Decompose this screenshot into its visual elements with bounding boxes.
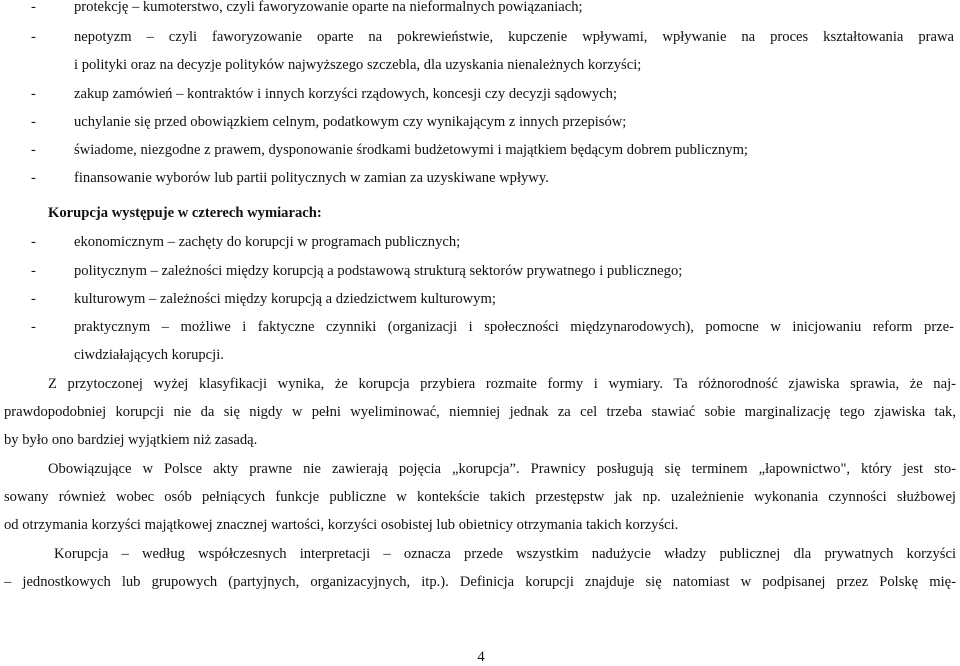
- list-item-text: ciwdziałających korupcji.: [74, 347, 224, 363]
- list-item-text: politycznym – zależności między korupcją a podstawową strukturą sektorów prywatnego i publicznego;: [74, 263, 683, 279]
- list-item: [0, 141, 960, 159]
- list-item: [0, 113, 960, 131]
- list-dash: -: [31, 142, 36, 158]
- list-dash: -: [31, 319, 36, 335]
- list-item-continuation: [0, 346, 960, 364]
- paragraph-line: Korupcja – według współczesnych interpretacji – oznacza przede wszystkim nadużycie władzy publicznej dla prywatnych korzyści: [54, 546, 956, 562]
- list-item-text: protekcję – kumoterstwo, czyli faworyzowanie oparte na nieformalnych powiązaniach;: [74, 0, 583, 15]
- list-dash: -: [31, 114, 36, 130]
- list-item-text: finansowanie wyborów lub partii politycznych w zamian za uzyskiwane wpływy.: [74, 170, 549, 186]
- paragraph-line: od otrzymania korzyści majątkowej znacznej wartości, korzyści osobistej lub obietnicy otrzymania takich korzyści.: [4, 517, 679, 533]
- list-item-text: zakup zamówień – kontraktów i innych korzyści rządowych, koncesji czy decyzji sądowych;: [74, 86, 618, 102]
- paragraph-line: Obowiązujące w Polsce akty prawne nie zawierają pojęcia „korupcja”. Prawnicy posługują się terminem „łapownictwo", który jest sto-: [48, 461, 956, 477]
- list-item-continuation: [0, 56, 960, 74]
- section-heading: Korupcja występuje w czterech wymiarach:: [48, 205, 322, 221]
- list-item-text: kulturowym – zależności między korupcją a dziedzictwem kulturowym;: [74, 291, 496, 307]
- list-dash: -: [31, 263, 36, 279]
- list-item-text: uchylanie się przed obowiązkiem celnym, podatkowym czy wynikającym z innych przepisów;: [74, 114, 627, 130]
- list-dash: -: [31, 234, 36, 250]
- list-item-text: nepotyzm – czyli faworyzowanie oparte na pokrewieństwie, kupczenie wpływami, wpływanie na proces kształtowania prawa: [74, 29, 954, 45]
- list-item: [0, 262, 960, 280]
- list-item: [0, 318, 960, 336]
- list-item: [0, 28, 960, 46]
- list-dash: -: [31, 86, 36, 102]
- list-dash: -: [31, 0, 36, 15]
- paragraph-line: sowany również wobec osób pełniących funkcje publiczne w kontekście takich przestępstw jak np. uzależnienie wykonania czynności służbowej: [4, 489, 956, 505]
- paragraph-line: Z przytoczonej wyżej klasyfikacji wynika, że korupcja przybiera rozmaite formy i wymiary. Ta różnorodność zjawiska sprawia, że naj-: [48, 376, 956, 392]
- paragraph-line: by było ono bardziej wyjątkiem niż zasadą.: [4, 432, 258, 448]
- list-dash: -: [31, 170, 36, 186]
- list-item-text: praktycznym – możliwe i faktyczne czynniki (organizacji i społeczności międzynarodowych), pomocne w inicjowaniu reform prze-: [74, 319, 954, 335]
- page-number: 4: [477, 649, 485, 665]
- list-item-text: ekonomicznym – zachęty do korupcji w programach publicznych;: [74, 234, 461, 250]
- list-item: [0, 85, 960, 103]
- paragraph-line: prawdopodobniej korupcji nie da się nigdy w pełni wyeliminować, niemniej jednak za cel trzeba stawiać sobie marginalizację tego zjawiska tak,: [4, 404, 956, 420]
- list-item: [0, 169, 960, 187]
- list-dash: -: [31, 291, 36, 307]
- list-item: [0, 290, 960, 308]
- paragraph-line: – jednostkowych lub grupowych (partyjnych, organizacyjnych, itp.). Definicja korupcji znajduje się natomiast w podpisanej przez Polskę mię-: [4, 574, 956, 590]
- list-item: [0, 0, 960, 16]
- list-dash: -: [31, 29, 36, 45]
- list-item-text: i polityki oraz na decyzje polityków najwyższego szczebla, dla uzyskania nienależnych korzyści;: [74, 57, 642, 73]
- list-item: [0, 233, 960, 251]
- list-item-text: świadome, niezgodne z prawem, dysponowanie środkami budżetowymi i majątkiem będącym dobrem publicznym;: [74, 142, 748, 158]
